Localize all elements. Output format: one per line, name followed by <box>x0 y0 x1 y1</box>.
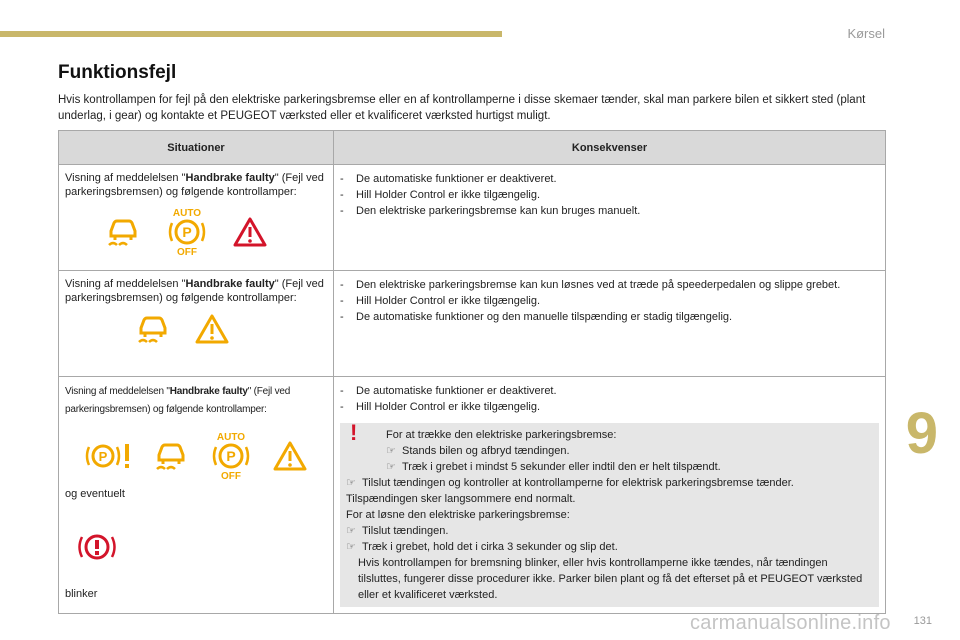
list-item: - Den elektriske parkeringsbremse kan kun bruges manuelt. <box>340 203 879 219</box>
situation-text: Visning af meddelelsen " <box>65 278 186 290</box>
consequence-list <box>340 383 879 415</box>
situation-cell <box>59 377 334 614</box>
situation-cell <box>59 271 334 377</box>
list-item: - Den elektriske parkeringsbremse kan kun løsnes ved at træde på speederpedalen og slippe grebet. <box>340 277 879 293</box>
message-name: Handbrake faulty <box>185 172 275 184</box>
situation-cell <box>59 165 334 271</box>
procedure-step: ☞ Tilslut tændingen. <box>346 525 449 537</box>
page-number: 131 <box>913 615 932 627</box>
intro-paragraph: Hvis kontrollampen for fejl på den elektriske parkeringsbremse eller en af kontrollamperne i disse skemaer tænder, skal man parkere bilen et sikkert sted (plant underlag, i gear) og kontakte et PEUGEOT værksted eller et kvalificeret værksted hurtigst muligt. <box>58 94 866 122</box>
table-row <box>59 165 886 271</box>
situation-text: " (Fejl ved parkeringsbremsen) og følgende kontrollamper: <box>65 172 324 198</box>
auto-off-park-icon <box>165 207 209 257</box>
table-row <box>59 271 886 377</box>
procedure-step: ☞ Træk i grebet i mindst 5 sekunder eller indtil den er helt tilspændt. <box>386 461 721 473</box>
consequence-cell <box>334 377 886 614</box>
release-heading: For at løsne den elektriske parkeringsbremse: <box>346 509 570 521</box>
list-item: - De automatiske funktioner er deaktiveret. <box>340 383 879 399</box>
procedure-step: ☞ Tilslut tændingen og kontroller at kontrollamperne for elektrisk parkeringsbremse tænder. <box>346 477 794 489</box>
procedure-warning-box <box>340 420 879 607</box>
procedure-step: ☞ Træk i grebet, hold det i cirka 3 sekunder og slip det. <box>346 541 618 553</box>
situation-text: " (Fejl ved parkeringsbremsen) og følgende kontrollamper: <box>65 278 324 304</box>
svg-text:P: P <box>226 448 236 464</box>
brake-warning-lamp <box>65 531 327 567</box>
watermark: carmanualsonline.info <box>690 612 891 634</box>
col-header-situations: Situationer <box>59 131 334 165</box>
col-header-consequences: Konsekvenser <box>334 131 886 165</box>
malfunction-table <box>58 130 886 614</box>
svg-text:OFF: OFF <box>221 471 241 481</box>
warning-heading: For at trække den elektriske parkeringsbremse: <box>386 429 617 441</box>
section-label: Kørsel <box>847 26 885 41</box>
procedure-note: Tilspændingen sker langsommere end normalt. <box>346 493 576 505</box>
blink-label: blinker <box>65 588 98 600</box>
consequence-list <box>340 171 879 219</box>
svg-text:OFF: OFF <box>177 247 197 257</box>
car-skid-icon <box>135 314 171 344</box>
procedure-step: ☞ Stands bilen og afbryd tændingen. <box>386 445 570 457</box>
svg-text:P: P <box>98 449 108 464</box>
exclamation-icon: ! <box>350 420 358 445</box>
svg-text:AUTO: AUTO <box>172 208 202 219</box>
warning-lamps <box>65 207 327 257</box>
list-item: - Hill Holder Control er ikke tilgængelig. <box>340 187 879 203</box>
warning-triangle-icon <box>195 313 229 345</box>
page-title: Funktionsfejl <box>58 62 177 83</box>
situation-text: Visning af meddelelsen " <box>65 172 186 184</box>
consequence-cell <box>334 271 886 377</box>
or-label: og eventuelt <box>65 488 125 500</box>
consequence-list <box>340 277 879 325</box>
warning-lamps <box>65 431 327 481</box>
consequence-cell <box>334 165 886 271</box>
table-row <box>59 377 886 614</box>
list-item: - De automatiske funktioner og den manuelle tilspænding er stadig tilgængelig. <box>340 309 879 325</box>
svg-text:P: P <box>182 224 192 240</box>
car-skid-icon <box>105 217 141 247</box>
brake-warning-icon <box>77 531 117 563</box>
warning-triangle-icon <box>233 216 267 248</box>
auto-off-park-icon <box>209 431 253 481</box>
final-note: Hvis kontrollampen for bremsning blinker, eller hvis kontrollamperne ikke tændes, når tændingen tilsluttes, fungerer disse procedurer ikke. Parker bilen plant og få det efterset på et PEUGEOT værksted eller et kvalificeret værksted. <box>358 557 863 601</box>
situation-text: Visning af meddelelsen "Handbrake faulty" (Fejl ved parkeringsbremsen) og følgende kontrollamper: <box>65 386 291 415</box>
table-header-row <box>59 131 886 165</box>
warning-triangle-icon <box>273 440 307 472</box>
chapter-number: 9 <box>905 401 938 466</box>
message-name: Handbrake faulty <box>185 278 275 290</box>
svg-text:AUTO: AUTO <box>216 432 246 443</box>
car-skid-icon <box>153 441 189 471</box>
warning-lamps <box>65 313 327 345</box>
list-item: - De automatiske funktioner er deaktiveret. <box>340 171 879 187</box>
list-item: - Hill Holder Control er ikke tilgængelig. <box>340 399 879 415</box>
top-accent-bar <box>0 31 502 37</box>
list-item: - Hill Holder Control er ikke tilgængelig. <box>340 293 879 309</box>
park-brake-fault-icon <box>85 440 133 472</box>
